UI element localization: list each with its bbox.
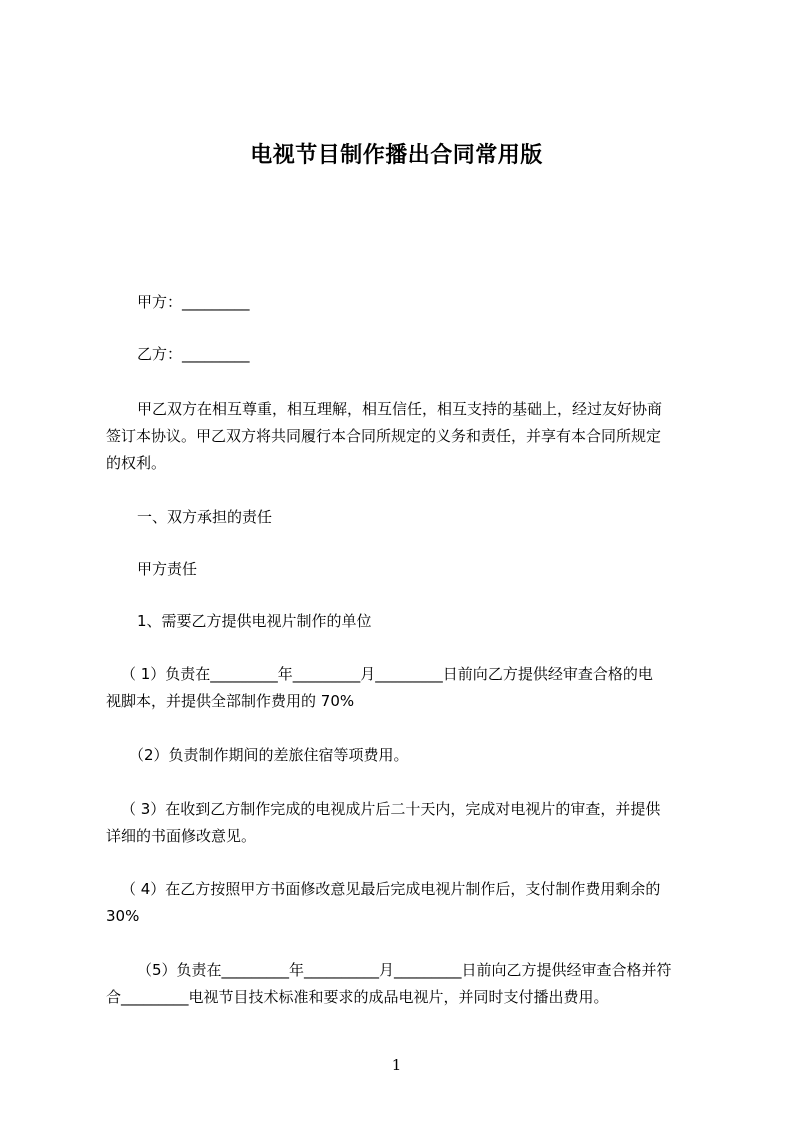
clause-5-line-1: （5）负责在_________年__________月_________日前向乙方提供经审查合格并符 [137,961,672,979]
clause-2-line-1: （2）负责制作期间的差旅住宿等项费用。 [129,746,409,764]
clause-1-line-2: 视脚本，并提供全部制作费用的 70% [106,692,355,710]
party-b-line: 乙方：_________ [137,345,250,363]
clause-4-line-1: （ 4）在乙方按照甲方书面修改意见最后完成电视片制作后，支付制作费用剩余的 [121,880,661,898]
item-1-heading: 1、需要乙方提供电视片制作的单位 [137,612,372,630]
page-number: 1 [391,1056,402,1074]
clause-5-line-2: 合_________电视节目技术标准和要求的成品电视片，并同时支付播出费用。 [106,988,609,1006]
intro-paragraph-line-3: 的权利。 [106,454,167,472]
intro-paragraph-line-2: 签订本协议。甲乙双方将共同履行本合同所规定的义务和责任，并享有本合同所规定 [106,427,662,445]
clause-3-line-2: 详细的书面修改意见。 [106,827,257,845]
clause-4-line-2: 30% [106,907,140,925]
clause-1-line-1: （ 1）负责在_________年_________月_________日前向乙方提供经审查合格的电 [121,665,653,683]
clause-3-line-1: （ 3）在收到乙方制作完成的电视成片后二十天内，完成对电视片的审查，并提供 [121,800,661,818]
party-a-duties-heading: 甲方责任 [137,560,198,578]
document-title: 电视节目制作播出合同常用版 [250,143,543,168]
section-heading-responsibilities: 一、双方承担的责任 [137,508,273,526]
party-a-line: 甲方：_________ [137,293,250,311]
intro-paragraph-line-1: 甲乙双方在相互尊重，相互理解，相互信任，相互支持的基础上，经过友好协商 [137,400,663,418]
